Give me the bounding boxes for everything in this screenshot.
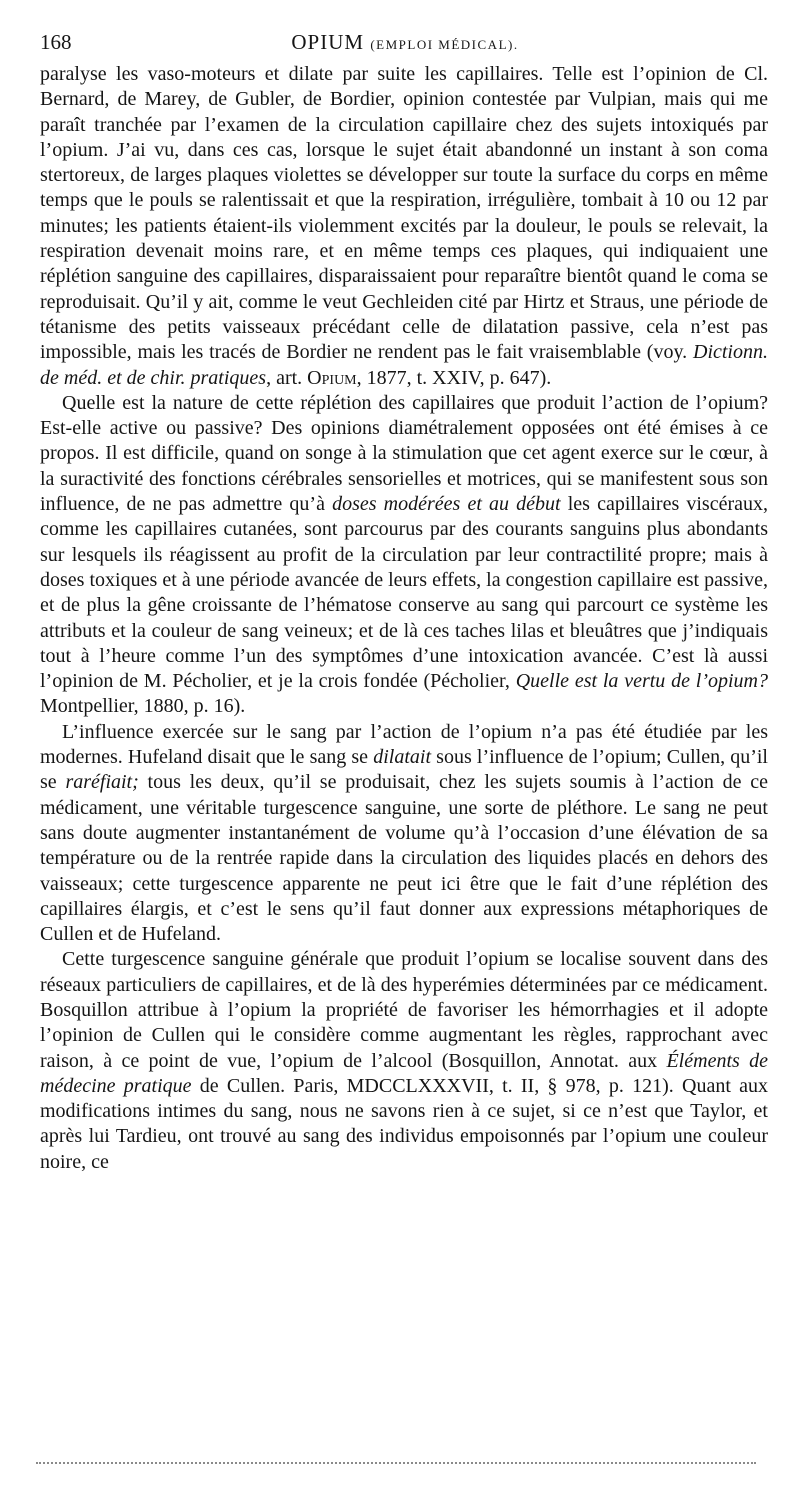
page-number: 168 (40, 30, 72, 54)
page-body (40, 62, 768, 1175)
running-title-main: OPIUM (291, 30, 365, 54)
paragraph-text: Quelle est la nature de cette réplétion des capillaires que produit l’action de l’opium? Est-elle active ou passive? Des opinions diamétralement opposées ont été émises à ce propos. Il est difficile, quand on songe à la stimulation que cet agent exerce sur le cœur, à la suractivité des fonctions cérébrales sensorielles et motrices, qui se manifestent sous son influence, de ne pas admettre qu’à (40, 391, 768, 516)
small-caps-text: Opium (307, 366, 357, 389)
paragraph-text: les capillaires viscéraux, comme les capillaires cutanées, sont parcourus par des courants sanguins plus abondants sur lesquels ils réagissent au profit de la circulation par leur contractilité propre; mais à doses toxiques et à une période avancée de leurs effets, la congestion capillaire est passive, et de plus la gêne croissante de l’hématose conserve au sang qui parcourt ce système les attributs et la couleur de sang veineux; et de là ces taches lilas et bleuâtres que j’indiquais tout à l’heure comme l’un des symptômes d’une intoxication avancée. C’est là aussi l’opinion de M. Pécholier, et je la crois fondée (Pécholier, (40, 493, 769, 693)
italic-text: Dictionn. de méd. et de chir. pratiques (40, 341, 768, 389)
italic-text: raréfiait; (65, 771, 139, 794)
paragraph (40, 391, 768, 720)
paragraph-text: , 1877, t. XXIV, p. 647). (356, 366, 552, 389)
italic-text: Quelle est la vertu de l’opium? (515, 670, 768, 693)
paragraph (40, 62, 768, 391)
paragraph-text: paralyse les vaso-moteurs et dilate par suite les capillaires. Telle est l’opinion de Cl. Bernard, de Marey, de Gubler, de Bordier, opinion contestée par Vulpian, mais qui me paraît tranchée par l’examen de la circulation capillaire chez des sujets intoxiqués par l’opium. J’ai vu, dans ces cas, lorsque le sujet était abandonné un instant à son coma stertoreux, de larges plaques violettes se développer sur toute la surface du corps en même temps que le pouls se ralentissait et que la respiration, irrégulière, tombait à 10 ou 12 par minutes; les patients étaient-ils violemment excités par la douleur, le pouls se relevait, la respiration devenait moins rare, et en même temps ces plaques, qui indiquaient une réplétion sanguine des capillaires, disparaissaient pour reparaître bientôt quand le coma se reproduisait. Qu’il y ait, comme le veut Gechleiden cité par Hirtz et Straus, une période de tétanisme des petits vaisseaux précédant celle de dilatation passive, cela n’est pas impossible, mais les tracés de Bordier ne rendent pas le fait vraisemblable (voy. (40, 63, 768, 364)
paragraph-text: L’influence exercée sur le sang par l’action de l’opium n’a pas été étudiée par les modernes. Hufeland disait que le sang se (40, 720, 768, 769)
paragraph-text: , art. (266, 366, 308, 389)
page-header (40, 28, 770, 62)
running-title (40, 30, 770, 55)
italic-text: Éléments de médecine pratique (40, 1049, 769, 1097)
italic-text: doses modérées et au début (332, 493, 561, 516)
italic-text: dilatait (373, 746, 432, 769)
paragraph-text: de Cullen. Paris, MDCCLXXXVII, t. II, § 978, p. 121). Quant aux modifications intimes du sang, nous ne savons rien à ce sujet, si ce n’est que Taylor, et après lui Tardieu, ont trouvé au sang des individus empoisonnés par l’opium une couleur noire, ce (40, 1074, 768, 1173)
paragraph-text: Montpellier, 1880, p. 16). (40, 695, 246, 718)
paragraph-text: Cette turgescence sanguine générale que produit l’opium se localise souvent dans des réseaux particuliers de capillaires, et de là des hyperémies déterminées par ce médicament. Bosquillon attribue à l’opium la propriété de favoriser les hémorrhagies et il adopte l’opinion de Cullen qui le considère comme augmentant les règles, rapprochant avec raison, à ce point de vue, l’opium de l’alcool (Bosquillon, Annotat. aux (40, 948, 768, 1072)
paragraph (40, 947, 768, 1175)
running-title-subtitle: (EMPLOI MÉDICAL). (370, 37, 519, 52)
paragraph (40, 720, 768, 948)
footer-rule (36, 1462, 756, 1464)
paragraph-text: tous les deux, qu’il se produisait, chez les sujets soumis à l’action de ce médicament, une véritable turgescence sanguine, une sorte de pléthore. Le sang ne peut sans doute augmenter instantanément de volume qu’à l’occasion d’une élévation de sa température ou de la rentrée rapide dans la circulation des liquides placés en dehors des vaisseaux; cette turgescence apparente ne peut ici être que le fait d’une réplétion des capillaires élargis, et c’est le sens qu’il faut donner aux expressions métaphoriques de Cullen et de Hufeland. (40, 771, 768, 946)
paragraph-text: sous l’influence de l’opium; Cullen, qu’il se (40, 746, 768, 794)
